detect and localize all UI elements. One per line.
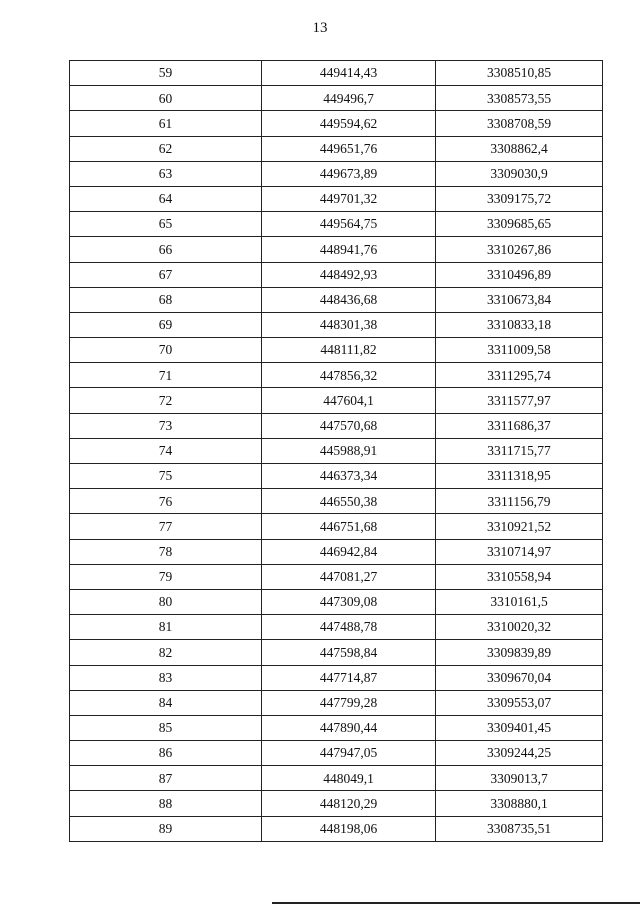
coordinates-table [69, 60, 603, 842]
x-coordinate-cell: 447081,27 [262, 564, 436, 589]
y-coordinate-cell: 3310020,32 [436, 615, 603, 640]
point-number-cell: 60 [70, 86, 262, 111]
table-row [70, 816, 603, 841]
x-coordinate-cell: 446942,84 [262, 539, 436, 564]
point-number-cell: 78 [70, 539, 262, 564]
y-coordinate-cell: 3309670,04 [436, 665, 603, 690]
point-number-cell: 68 [70, 287, 262, 312]
x-coordinate-cell: 446373,34 [262, 464, 436, 489]
point-number-cell: 88 [70, 791, 262, 816]
x-coordinate-cell: 447570,68 [262, 413, 436, 438]
table-row [70, 262, 603, 287]
x-coordinate-cell: 447598,84 [262, 640, 436, 665]
x-coordinate-cell: 448941,76 [262, 237, 436, 262]
point-number-cell: 80 [70, 589, 262, 614]
point-number-cell: 72 [70, 388, 262, 413]
x-coordinate-cell: 447890,44 [262, 715, 436, 740]
point-number-cell: 65 [70, 212, 262, 237]
y-coordinate-cell: 3311686,37 [436, 413, 603, 438]
y-coordinate-cell: 3310673,84 [436, 287, 603, 312]
x-coordinate-cell: 447309,08 [262, 589, 436, 614]
point-number-cell: 75 [70, 464, 262, 489]
point-number-cell: 62 [70, 136, 262, 161]
table-row [70, 388, 603, 413]
point-number-cell: 73 [70, 413, 262, 438]
point-number-cell: 82 [70, 640, 262, 665]
y-coordinate-cell: 3309030,9 [436, 161, 603, 186]
table-row [70, 312, 603, 337]
table-row [70, 237, 603, 262]
point-number-cell: 66 [70, 237, 262, 262]
table-row [70, 615, 603, 640]
table-row [70, 111, 603, 136]
y-coordinate-cell: 3308862,4 [436, 136, 603, 161]
x-coordinate-cell: 449594,62 [262, 111, 436, 136]
y-coordinate-cell: 3311318,95 [436, 464, 603, 489]
y-coordinate-cell: 3310496,89 [436, 262, 603, 287]
x-coordinate-cell: 448111,82 [262, 338, 436, 363]
y-coordinate-cell: 3310921,52 [436, 514, 603, 539]
x-coordinate-cell: 447856,32 [262, 363, 436, 388]
point-number-cell: 71 [70, 363, 262, 388]
y-coordinate-cell: 3310558,94 [436, 564, 603, 589]
table-row [70, 338, 603, 363]
point-number-cell: 86 [70, 741, 262, 766]
y-coordinate-cell: 3310267,86 [436, 237, 603, 262]
point-number-cell: 87 [70, 766, 262, 791]
x-coordinate-cell: 449673,89 [262, 161, 436, 186]
table-row [70, 564, 603, 589]
y-coordinate-cell: 3309013,7 [436, 766, 603, 791]
table-row [70, 86, 603, 111]
x-coordinate-cell: 448436,68 [262, 287, 436, 312]
y-coordinate-cell: 3311577,97 [436, 388, 603, 413]
y-coordinate-cell: 3309839,89 [436, 640, 603, 665]
y-coordinate-cell: 3309401,45 [436, 715, 603, 740]
point-number-cell: 74 [70, 438, 262, 463]
point-number-cell: 81 [70, 615, 262, 640]
x-coordinate-cell: 449564,75 [262, 212, 436, 237]
table-row [70, 665, 603, 690]
x-coordinate-cell: 448301,38 [262, 312, 436, 337]
x-coordinate-cell: 447799,28 [262, 690, 436, 715]
y-coordinate-cell: 3308708,59 [436, 111, 603, 136]
y-coordinate-cell: 3311295,74 [436, 363, 603, 388]
table-row [70, 489, 603, 514]
table-row [70, 161, 603, 186]
page-number: 13 [312, 20, 328, 36]
y-coordinate-cell: 3310161,5 [436, 589, 603, 614]
point-number-cell: 69 [70, 312, 262, 337]
y-coordinate-cell: 3309244,25 [436, 741, 603, 766]
point-number-cell: 63 [70, 161, 262, 186]
y-coordinate-cell: 3310714,97 [436, 539, 603, 564]
table-row [70, 61, 603, 86]
x-coordinate-cell: 449651,76 [262, 136, 436, 161]
point-number-cell: 67 [70, 262, 262, 287]
table-body [70, 61, 603, 842]
x-coordinate-cell: 447488,78 [262, 615, 436, 640]
table-row [70, 589, 603, 614]
x-coordinate-cell: 447604,1 [262, 388, 436, 413]
table-row [70, 413, 603, 438]
table-row [70, 539, 603, 564]
table-row [70, 741, 603, 766]
y-coordinate-cell: 3311715,77 [436, 438, 603, 463]
point-number-cell: 76 [70, 489, 262, 514]
point-number-cell: 79 [70, 564, 262, 589]
x-coordinate-cell: 447714,87 [262, 665, 436, 690]
y-coordinate-cell: 3308735,51 [436, 816, 603, 841]
table-row [70, 791, 603, 816]
table-row [70, 212, 603, 237]
table-row [70, 363, 603, 388]
x-coordinate-cell: 447947,05 [262, 741, 436, 766]
y-coordinate-cell: 3309175,72 [436, 186, 603, 211]
x-coordinate-cell: 448049,1 [262, 766, 436, 791]
point-number-cell: 70 [70, 338, 262, 363]
x-coordinate-cell: 448492,93 [262, 262, 436, 287]
y-coordinate-cell: 3309685,65 [436, 212, 603, 237]
table-row [70, 690, 603, 715]
y-coordinate-cell: 3308880,1 [436, 791, 603, 816]
y-coordinate-cell: 3308573,55 [436, 86, 603, 111]
table-row [70, 514, 603, 539]
x-coordinate-cell: 448120,29 [262, 791, 436, 816]
y-coordinate-cell: 3311009,58 [436, 338, 603, 363]
table-row [70, 287, 603, 312]
table-row [70, 438, 603, 463]
x-coordinate-cell: 449701,32 [262, 186, 436, 211]
table-row [70, 464, 603, 489]
bottom-divider [272, 902, 640, 904]
x-coordinate-cell: 446751,68 [262, 514, 436, 539]
y-coordinate-cell: 3309553,07 [436, 690, 603, 715]
x-coordinate-cell: 445988,91 [262, 438, 436, 463]
table-row [70, 136, 603, 161]
point-number-cell: 84 [70, 690, 262, 715]
x-coordinate-cell: 449414,43 [262, 61, 436, 86]
point-number-cell: 85 [70, 715, 262, 740]
table-row [70, 640, 603, 665]
y-coordinate-cell: 3310833,18 [436, 312, 603, 337]
point-number-cell: 59 [70, 61, 262, 86]
x-coordinate-cell: 446550,38 [262, 489, 436, 514]
point-number-cell: 61 [70, 111, 262, 136]
x-coordinate-cell: 448198,06 [262, 816, 436, 841]
point-number-cell: 64 [70, 186, 262, 211]
x-coordinate-cell: 449496,7 [262, 86, 436, 111]
y-coordinate-cell: 3308510,85 [436, 61, 603, 86]
table-row [70, 186, 603, 211]
point-number-cell: 83 [70, 665, 262, 690]
y-coordinate-cell: 3311156,79 [436, 489, 603, 514]
point-number-cell: 77 [70, 514, 262, 539]
point-number-cell: 89 [70, 816, 262, 841]
table-row [70, 715, 603, 740]
table-row [70, 766, 603, 791]
